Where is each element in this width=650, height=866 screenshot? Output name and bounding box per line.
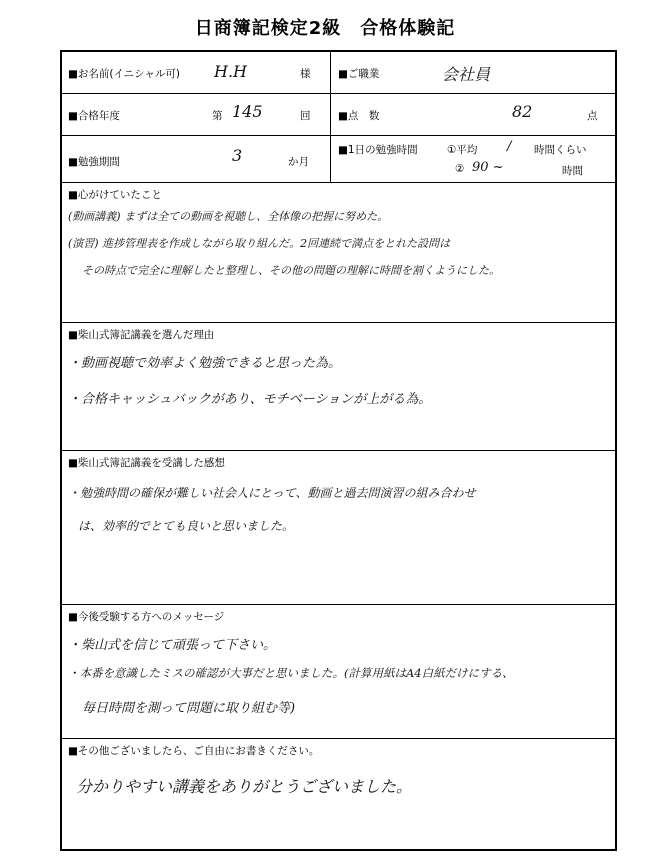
daily-avg-value: /: [507, 139, 512, 154]
job-value: 会社員: [442, 65, 491, 84]
attention-line: その時点で完全に理解したと整理し、その他の問題の理解に時間を割くようにした。: [82, 264, 500, 277]
daily-alt-value: 90 ~: [472, 160, 504, 175]
row-divider: [62, 93, 615, 94]
name-suffix: 様: [300, 68, 311, 80]
page-title: 日商簿記検定2級 合格体験記: [194, 18, 456, 39]
daily-avg-suffix: 時間くらい: [534, 144, 587, 156]
row-divider: [62, 738, 615, 739]
row-divider: [62, 322, 615, 323]
reason-line: ・動画視聴で効率よく勉強できると思った為。: [68, 356, 342, 371]
reason-line: ・合格キャッシュバックがあり、モチベーションが上がる為。: [68, 392, 432, 407]
testimonial-form: [60, 50, 617, 851]
message-line: ・柴山式を信じて頑張って下さい。: [68, 638, 277, 653]
impression-line: は、効率的でとても良いと思いました。: [78, 519, 295, 533]
score-label: ■点 数: [338, 110, 380, 122]
row-divider: [62, 182, 615, 183]
year-prefix: 第: [212, 110, 223, 122]
reason-label: ■柴山式簿記講義を選んだ理由: [68, 329, 215, 341]
impression-line: ・勉強時間の確保が難しい社会人にとって、動画と過去問演習の組み合わせ: [68, 486, 476, 500]
message-line: 毎日時間を測って問題に取り組む等): [82, 701, 296, 716]
row-divider: [62, 604, 615, 605]
row-divider: [62, 135, 615, 136]
daily-label: ■1日の勉強時間: [338, 144, 418, 156]
other-label: ■その他ございましたら、ご自由にお書きください。: [68, 745, 320, 757]
year-value: 145: [232, 102, 263, 121]
score-suffix: 点: [587, 110, 598, 122]
year-label: ■合格年度: [68, 110, 120, 122]
period-suffix: か月: [288, 156, 309, 168]
attention-line: (動画講義) まずは全ての動画を視聴し、全体像の把握に努めた。: [68, 210, 389, 223]
message-line: ・本番を意識したミスの確認が大事だと思いました。(計算用紙はA4白紙だけにする、: [68, 666, 514, 680]
name-label: ■お名前(イニシャル可): [68, 68, 180, 80]
score-value: 82: [512, 102, 533, 121]
period-label: ■勉強期間: [68, 156, 120, 168]
job-label: ■ご職業: [338, 68, 380, 80]
attention-line: (演習) 進捗管理表を作成しながら取り組んだ。2回連続で満点をとれた設問は: [68, 237, 451, 250]
daily-alt-label: ②: [455, 163, 465, 175]
impression-label: ■柴山式簿記講義を受講した感想: [68, 457, 225, 469]
name-value: H.H: [214, 62, 247, 81]
column-divider: [330, 52, 331, 182]
year-suffix: 回: [300, 110, 311, 122]
other-line: 分かりやすい講義をありがとうございました。: [76, 777, 413, 796]
message-label: ■今後受験する方へのメッセージ: [68, 611, 225, 623]
daily-avg-label: ①平均: [447, 144, 478, 156]
row-divider: [62, 450, 615, 451]
period-value: 3: [232, 146, 243, 165]
daily-alt-suffix: 時間: [562, 165, 583, 177]
attention-label: ■心がけていたこと: [68, 189, 162, 201]
